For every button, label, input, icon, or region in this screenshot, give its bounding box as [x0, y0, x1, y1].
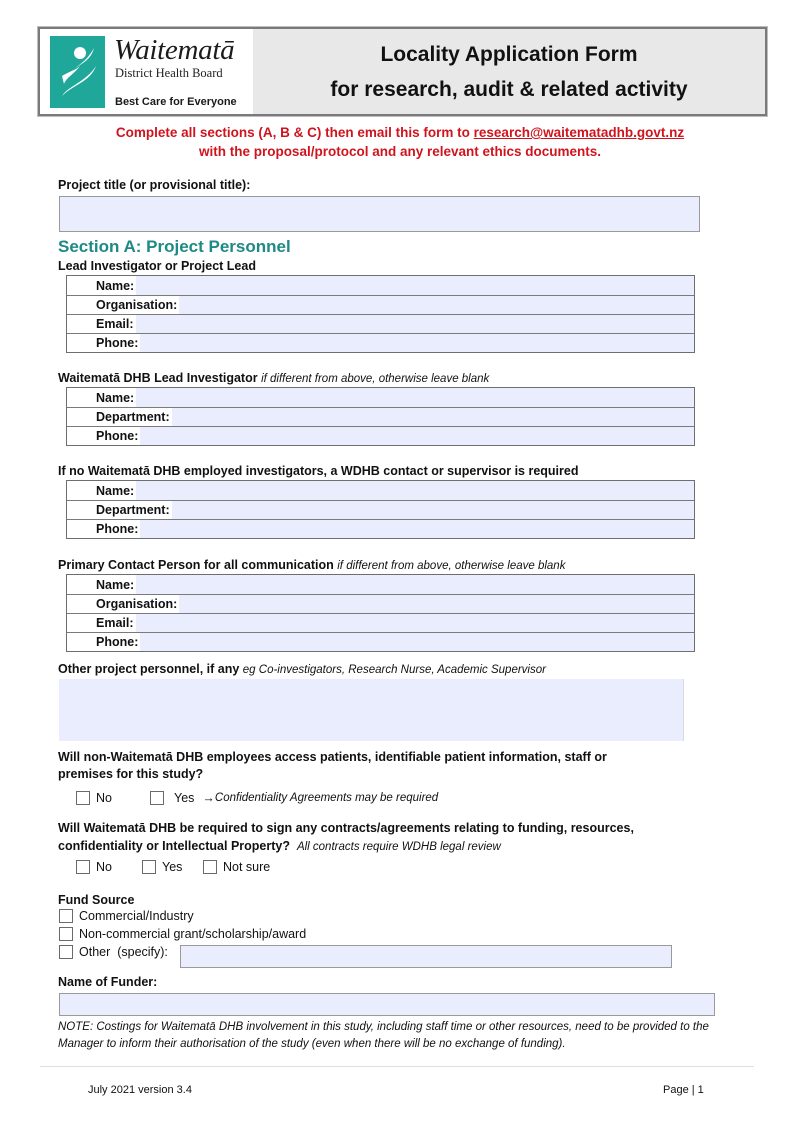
wdhb-lead-heading-text: Waitematā DHB Lead Investigator — [58, 371, 258, 385]
wdhb-logo-icon — [50, 36, 105, 108]
field-row-phone — [67, 333, 694, 352]
primary-contact-heading-text: Primary Contact Person for all communication — [58, 558, 334, 572]
funder-label: Name of Funder: — [58, 975, 158, 989]
option-contracts-no[interactable] — [76, 860, 112, 874]
field-label: Organisation: — [96, 597, 178, 611]
question-contracts-line2-text: confidentiality or Intellectual Property? — [58, 839, 290, 853]
lead-investigator-table — [66, 275, 695, 353]
question-contracts-line2 — [58, 839, 501, 853]
option-label: Not sure — [223, 860, 271, 874]
wdhb-contact-phone-input[interactable] — [140, 520, 694, 538]
field-label: Department: — [96, 503, 170, 517]
contracts-hint: All contracts require WDHB legal review — [296, 841, 501, 853]
field-label: Email: — [96, 317, 134, 331]
primary-contact-organisation-input[interactable] — [179, 595, 694, 613]
field-label: Name: — [96, 481, 136, 500]
footer-version: July 2021 version 3.4 — [88, 1084, 192, 1096]
option-fund-other[interactable] — [59, 945, 168, 959]
instructions — [0, 123, 800, 161]
wdhb-lead-table — [66, 387, 695, 446]
wdhb-contact-department-input[interactable] — [172, 501, 694, 519]
option-label: Yes — [174, 791, 195, 805]
field-label: Phone: — [96, 336, 139, 350]
field-label: Name: — [96, 575, 136, 594]
other-personnel-input[interactable] — [59, 679, 684, 741]
lead-organisation-input[interactable] — [179, 296, 694, 314]
wdhb-lead-hint: if different from above, otherwise leave blank — [261, 373, 490, 385]
section-a-title: Section A: Project Personnel — [58, 237, 291, 256]
wdhb-lead-heading — [58, 371, 489, 385]
primary-contact-hint: if different from above, otherwise leave blank — [337, 560, 566, 572]
footer-divider — [40, 1066, 754, 1067]
lead-name-input[interactable] — [136, 276, 694, 295]
lead-phone-input[interactable] — [140, 334, 694, 352]
form-title-line1: Locality Application Form — [380, 42, 638, 66]
form-title-line2: for research, audit & related activity — [330, 77, 688, 101]
instructions-line2: with the proposal/protocol and any relevant ethics documents. — [198, 144, 602, 159]
wdhb-contact-heading: If no Waitematā DHB employed investigators, a WDHB contact or supervisor is required — [58, 464, 579, 478]
field-label: Name: — [96, 388, 136, 407]
form-header — [38, 27, 767, 116]
wdhb-contact-name-input[interactable] — [136, 481, 694, 500]
wdhb-contact-table — [66, 480, 695, 539]
fund-source-heading: Fund Source — [58, 893, 135, 907]
option-access-no[interactable] — [76, 791, 112, 805]
field-label: Department: — [96, 410, 170, 424]
option-contracts-yes[interactable] — [142, 860, 182, 874]
email-link[interactable]: research@waitematadhb.govt.nz — [473, 125, 685, 140]
checkbox-fund-commercial[interactable] — [59, 909, 73, 923]
question-contracts-line1: Will Waitematā DHB be required to sign any contracts/agreements relating to funding, resources, — [58, 821, 634, 835]
question-non-wdhb-access-line1: Will non-Waitematā DHB employees access patients, identifiable patient information, staff or — [58, 750, 607, 764]
logo-tagline: Best Care for Everyone — [115, 96, 237, 108]
field-label: Phone: — [96, 635, 139, 649]
field-label: Phone: — [96, 429, 139, 443]
logo-subtitle: District Health Board — [115, 66, 223, 80]
checkbox-fund-other[interactable] — [59, 945, 73, 959]
option-fund-commercial[interactable] — [59, 909, 194, 923]
primary-contact-name-input[interactable] — [136, 575, 694, 594]
option-label: Commercial/Industry — [79, 909, 194, 923]
checkbox-contracts-not-sure[interactable] — [203, 860, 217, 874]
option-label: Yes — [162, 860, 183, 874]
primary-contact-table — [66, 574, 695, 652]
option-contracts-not-sure[interactable] — [203, 860, 270, 874]
primary-contact-heading — [58, 558, 565, 572]
checkbox-access-no[interactable] — [76, 791, 90, 805]
field-label: Organisation: — [96, 298, 178, 312]
field-label: Email: — [96, 616, 134, 630]
project-title-label: Project title (or provisional title): — [58, 178, 251, 192]
lead-investigator-heading: Lead Investigator or Project Lead — [58, 259, 256, 273]
lead-email-input[interactable] — [136, 315, 694, 333]
option-label: Non-commercial grant/scholarship/award — [79, 927, 307, 941]
wdhb-lead-phone-input[interactable] — [140, 427, 694, 445]
field-label: Phone: — [96, 522, 139, 536]
project-title-input[interactable] — [59, 196, 700, 232]
checkbox-contracts-no[interactable] — [76, 860, 90, 874]
instructions-line1: Complete all sections (A, B & C) then email this form to — [115, 125, 474, 140]
question-non-wdhb-access-line2: premises for this study? — [58, 767, 204, 781]
other-personnel-heading-text: Other project personnel, if any — [58, 662, 240, 676]
primary-contact-email-input[interactable] — [136, 614, 694, 632]
field-row-organisation — [67, 295, 694, 314]
checkbox-fund-non-commercial[interactable] — [59, 927, 73, 941]
field-row-email — [67, 314, 694, 333]
wdhb-lead-name-input[interactable] — [136, 388, 694, 407]
confidentiality-note: Confidentiality Agreements may be required — [214, 792, 439, 804]
form-title — [253, 29, 765, 114]
option-label: Other (specify): — [79, 945, 168, 959]
wdhb-lead-department-input[interactable] — [172, 408, 694, 426]
field-label: Name: — [96, 276, 136, 295]
other-personnel-heading — [58, 662, 546, 676]
logo — [40, 29, 253, 114]
primary-contact-phone-input[interactable] — [140, 633, 694, 651]
fund-other-specify-input[interactable] — [180, 945, 672, 968]
logo-name: Waitematā — [114, 34, 235, 66]
checkbox-contracts-yes[interactable] — [142, 860, 156, 874]
option-label: No — [96, 860, 112, 874]
field-row-name — [67, 276, 694, 295]
checkbox-access-yes[interactable] — [150, 791, 164, 805]
arrow-right-icon: → — [202, 791, 215, 805]
option-fund-non-commercial[interactable] — [59, 927, 306, 941]
costings-note: NOTE: Costings for Waitematā DHB involvement in this study, including staff time or other resources, need to be provided to the Manager to inform their authorisation of the study (even when there will be no exchange of funding). — [58, 1021, 709, 1050]
option-label: No — [96, 791, 112, 805]
option-access-yes[interactable] — [150, 791, 438, 805]
other-personnel-hint: eg Co-investigators, Research Nurse, Academic Supervisor — [242, 664, 546, 676]
footer-page-number: Page | 1 — [663, 1084, 704, 1096]
funder-name-input[interactable] — [59, 993, 715, 1016]
